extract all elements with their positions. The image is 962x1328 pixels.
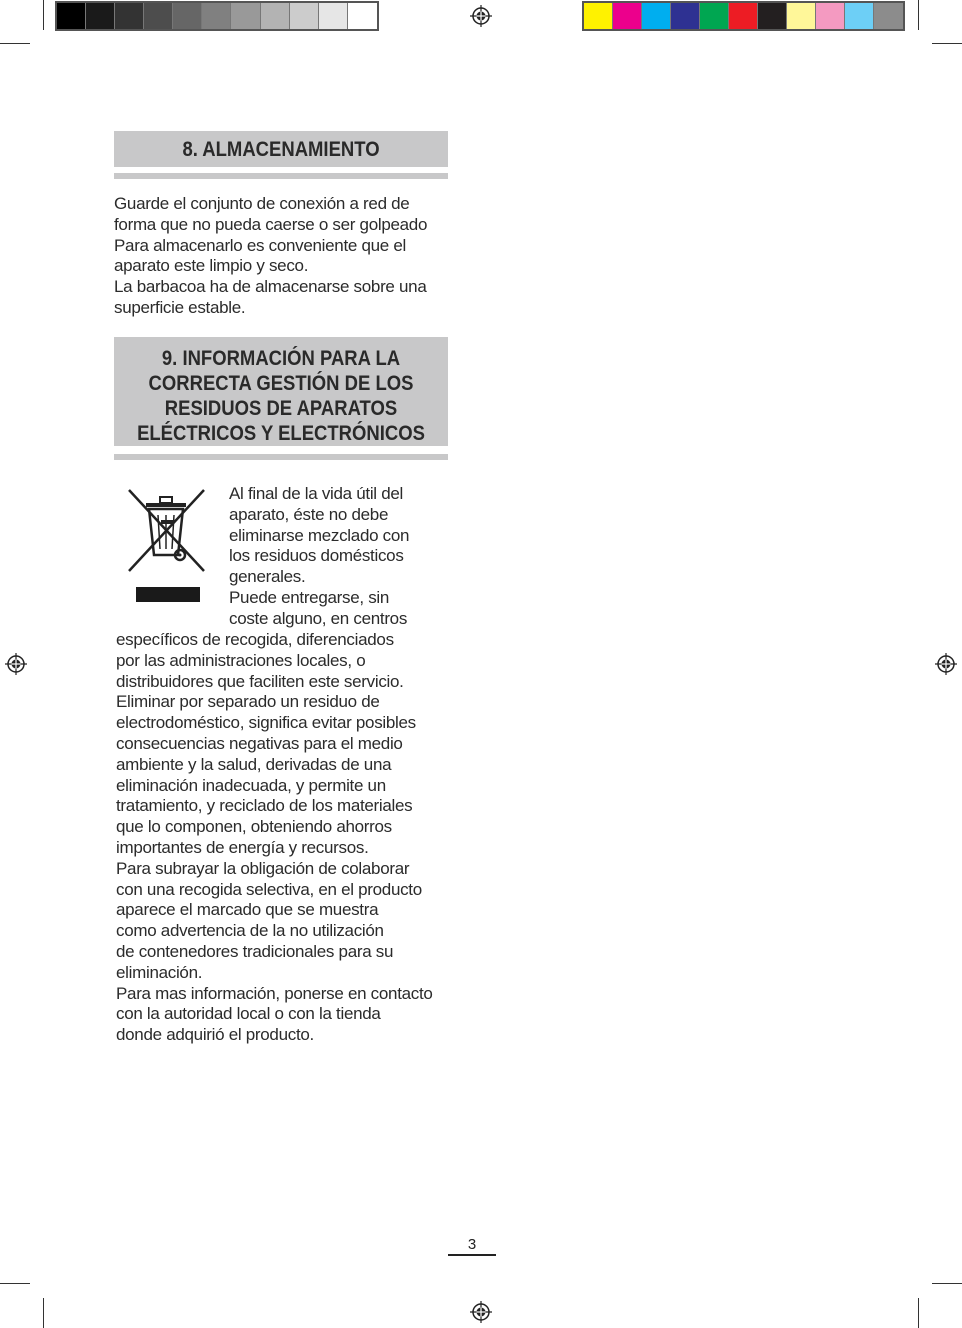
color-swatch <box>115 3 144 29</box>
crop-mark <box>932 1283 962 1284</box>
section-8-title: 8. ALMACENAMIENTO <box>182 138 380 161</box>
color-calibration-bar <box>582 1 905 31</box>
registration-mark-icon <box>470 1301 492 1323</box>
section-8-heading <box>114 131 448 167</box>
color-swatch <box>261 3 290 29</box>
color-swatch <box>319 3 348 29</box>
color-swatch <box>642 3 671 29</box>
color-swatch <box>57 3 86 29</box>
section-9-title-line: ELÉCTRICOS Y ELECTRÓNICOS <box>137 422 425 445</box>
color-swatch <box>231 3 260 29</box>
color-swatch <box>816 3 845 29</box>
section-8-heading-rule <box>114 173 448 179</box>
section-9-intro: Al final de la vida útil del aparato, éste no debe eliminarse mezclado con los residuos domésticos generales. Puede entregarse, sin coste alguno, en centros <box>229 484 410 628</box>
page-number-rule <box>448 1254 496 1256</box>
section-8-body: Guarde el conjunto de conexión a red de forma que no pueda caerse o ser golpeado Para almacenarlo es conveniente que el aparato este limpio y seco. La barbacoa ha de almacenarse sobre una superficie estable. <box>114 194 428 317</box>
color-swatch <box>144 3 173 29</box>
color-swatch <box>729 3 758 29</box>
crop-mark <box>918 1298 919 1328</box>
color-swatch <box>86 3 115 29</box>
gray-calibration-bar <box>55 1 379 31</box>
color-swatch <box>202 3 231 29</box>
section-9-heading <box>114 337 448 446</box>
color-swatch <box>290 3 319 29</box>
registration-mark-icon <box>935 653 957 675</box>
page-number: 3 <box>467 1236 477 1253</box>
section-9-title-line: CORRECTA GESTIÓN DE LOS <box>148 372 414 395</box>
color-swatch <box>874 3 903 29</box>
color-swatch <box>613 3 642 29</box>
crop-mark <box>43 0 44 30</box>
color-swatch <box>584 3 613 29</box>
color-swatch <box>671 3 700 29</box>
crop-mark <box>932 43 962 44</box>
section-9-heading-rule <box>114 454 448 460</box>
section-9-title-line: RESIDUOS DE APARATOS <box>164 397 398 420</box>
color-swatch <box>758 3 787 29</box>
color-swatch <box>348 3 377 29</box>
crop-mark <box>918 0 919 30</box>
color-swatch <box>700 3 729 29</box>
section-9-body: específicos de recogida, diferenciados por las administraciones locales, o distribuidores que faciliten este servicio. Eliminar por separado un residuo de electrodoméstico, significa evitar posibles consecuencias negativas para el medio ambiente y la salud, derivadas de una eliminación inadecuada, y permite un tratamiento, y reciclado de los materiales que lo componen, obteniendo ahorros importantes de energía y recursos. Para subrayar la obligación de colaborar con una recogida selectiva, en el producto aparece el marcado que se muestra como advertencia de la no utilización de contenedores tradicionales para su eliminación. Para mas información, ponerse en contacto con la autoridad local o con la tienda donde adquirió el producto. <box>116 630 433 1045</box>
color-swatch <box>845 3 874 29</box>
crop-mark <box>0 1283 30 1284</box>
crop-mark <box>43 1298 44 1328</box>
color-swatch <box>173 3 202 29</box>
section-9-title-line: 9. INFORMACIÓN PARA LA <box>161 347 401 370</box>
crop-mark <box>0 43 30 44</box>
registration-mark-icon <box>470 5 492 27</box>
color-swatch <box>787 3 816 29</box>
crossed-out-wheelie-bin-icon <box>124 487 210 605</box>
registration-mark-icon <box>5 653 27 675</box>
